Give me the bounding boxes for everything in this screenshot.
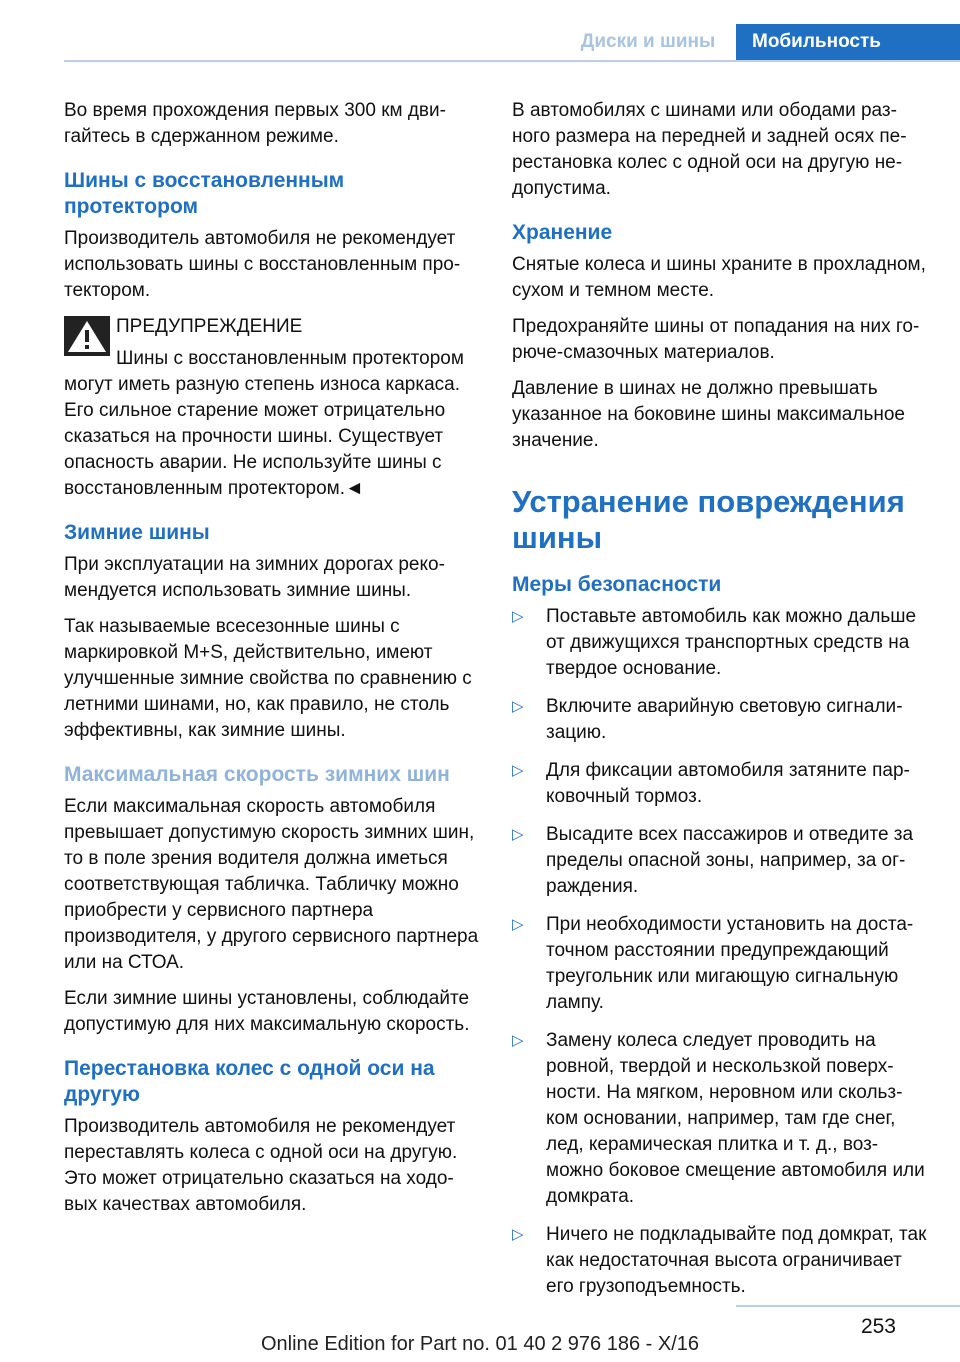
bullet-triangle-icon: ▷ [512, 916, 524, 933]
tire-damage-heading: Устранение повреждения шины [512, 484, 905, 555]
page-number: 253 [860, 1315, 896, 1338]
bullet-triangle-icon: ▷ [512, 1032, 524, 1049]
axle-swap-continued-paragraph: В автомобилях с шинами или ободами разного размера на передней и задней осях перестановка колес с одной оси на другую недопустима. [512, 100, 907, 199]
list-item-text: Поставьте автомобиль как можно дальше от движущихся транспортных средств на твердое основание. [546, 606, 917, 679]
list-item-text: При необходимости установить на достаточном расстоянии предупреждающий треугольник или мигающую сигнальную лампу. [546, 914, 914, 1013]
axle-swap-paragraph: Производитель автомобиля не рекомендует переставлять колеса с одной оси на другую. Это может отрицательно сказаться на ходовых качествах автомобиля. [64, 1116, 458, 1215]
list-item-text: Высадите всех пассажиров и отведите за пределы опасной зоны, например, за ограждения. [546, 824, 914, 897]
warning-title: ПРЕДУПРЕЖДЕНИЕ [116, 316, 303, 337]
intro-paragraph: Во время прохождения первых 300 км двигайтесь в сдержанном режиме. [64, 100, 446, 147]
left-column [64, 98, 480, 1228]
header-chapter-title: Мобильность [736, 24, 960, 60]
footer-rule [736, 1305, 960, 1307]
winter-speed-paragraph-2: Если зимние шины установлены, соблюдайте допустимую для них максимальную скорость. [64, 988, 470, 1035]
list-item [512, 912, 928, 1016]
warning-text [64, 346, 480, 502]
list-item [512, 1222, 928, 1300]
bullet-triangle-icon: ▷ [512, 1226, 524, 1243]
page-header [0, 0, 960, 62]
list-item-text: Замену колеса следует проводить на ровной, твердой и нескользкой поверхности. На мягком, неровном или скользком основании, например, там где снег, лед, керамическая плитка и т. д., возможно боковое смещение автомобиля или домкрата. [546, 1030, 925, 1207]
storage-paragraph-2: Предохраняйте шины от попадания на них горюче-смазочных материалов. [512, 316, 920, 363]
warning-text-first-line: Шины с восстановленным протектором [116, 348, 464, 369]
winter-speed-paragraph-1: Если максимальная скорость автомобиля превышает допустимую скорость зимних шин, то в поле зрения водителя должна иметься соответствующая табличка. Табличку можно приобрести у сервисного партнера производителя, у другого сервисного партнера или на СТОА. [64, 796, 479, 973]
safety-steps-list [512, 604, 928, 1300]
storage-heading: Хранение [512, 221, 613, 244]
winter-heading: Зимние шины [64, 521, 210, 544]
warning-text-rest: могут иметь разную степень износа каркаса. Его сильное старение может отрицательно сказаться на прочности шины. Существует опасность аварии. Не используйте шины с восстановленным протектором.◄ [64, 374, 461, 499]
storage-paragraph-3: Давление в шинах не должно превышать указанное на боковине шины максимальное значение. [512, 378, 905, 451]
bullet-triangle-icon: ▷ [512, 608, 524, 625]
right-column [512, 98, 928, 1312]
list-item-text: Включите аварийную световую сигнализацию. [546, 696, 903, 743]
header-section-title: Диски и шины [580, 31, 716, 52]
winter-paragraph-2: Так называемые всесезонные шины с маркировкой M+S, действительно, имеют улучшенные зимние свойства по сравнению с летними шинами, но, как правило, не столь эффективны, как зимние шины. [64, 616, 472, 741]
bullet-triangle-icon: ▷ [512, 762, 524, 779]
list-item-text: Для фиксации автомобиля затяните парковочный тормоз. [546, 760, 910, 807]
list-item [512, 604, 928, 682]
list-item [512, 694, 928, 746]
list-item [512, 822, 928, 900]
list-item [512, 1028, 928, 1210]
warning-block [64, 314, 480, 502]
winter-paragraph-1: При эксплуатации на зимних дорогах рекомендуется использовать зимние шины. [64, 554, 445, 601]
header-rule [64, 60, 960, 62]
storage-paragraph-1: Снятые колеса и шины храните в прохладном, сухом и темном месте. [512, 254, 926, 301]
retread-paragraph: Производитель автомобиля не рекомендует использовать шины с восстановленным протектором. [64, 228, 461, 301]
bullet-triangle-icon: ▷ [512, 698, 524, 715]
retread-heading: Шины с восстановленным протектором [64, 169, 345, 218]
bullet-triangle-icon: ▷ [512, 826, 524, 843]
list-item [512, 758, 928, 810]
axle-swap-heading: Перестановка колес с одной оси на другую [64, 1057, 435, 1106]
list-item-text: Ничего не подкладывайте под домкрат, так как недостаточная высота ограничивает его грузоподъемность. [546, 1224, 927, 1297]
safety-heading: Меры безопасности [512, 573, 722, 596]
edition-footer: Online Edition for Part no. 01 40 2 976 186 - X/16 [260, 1333, 700, 1355]
winter-speed-heading: Максимальная скорость зимних шин [64, 763, 450, 786]
warning-triangle-icon [64, 316, 110, 356]
